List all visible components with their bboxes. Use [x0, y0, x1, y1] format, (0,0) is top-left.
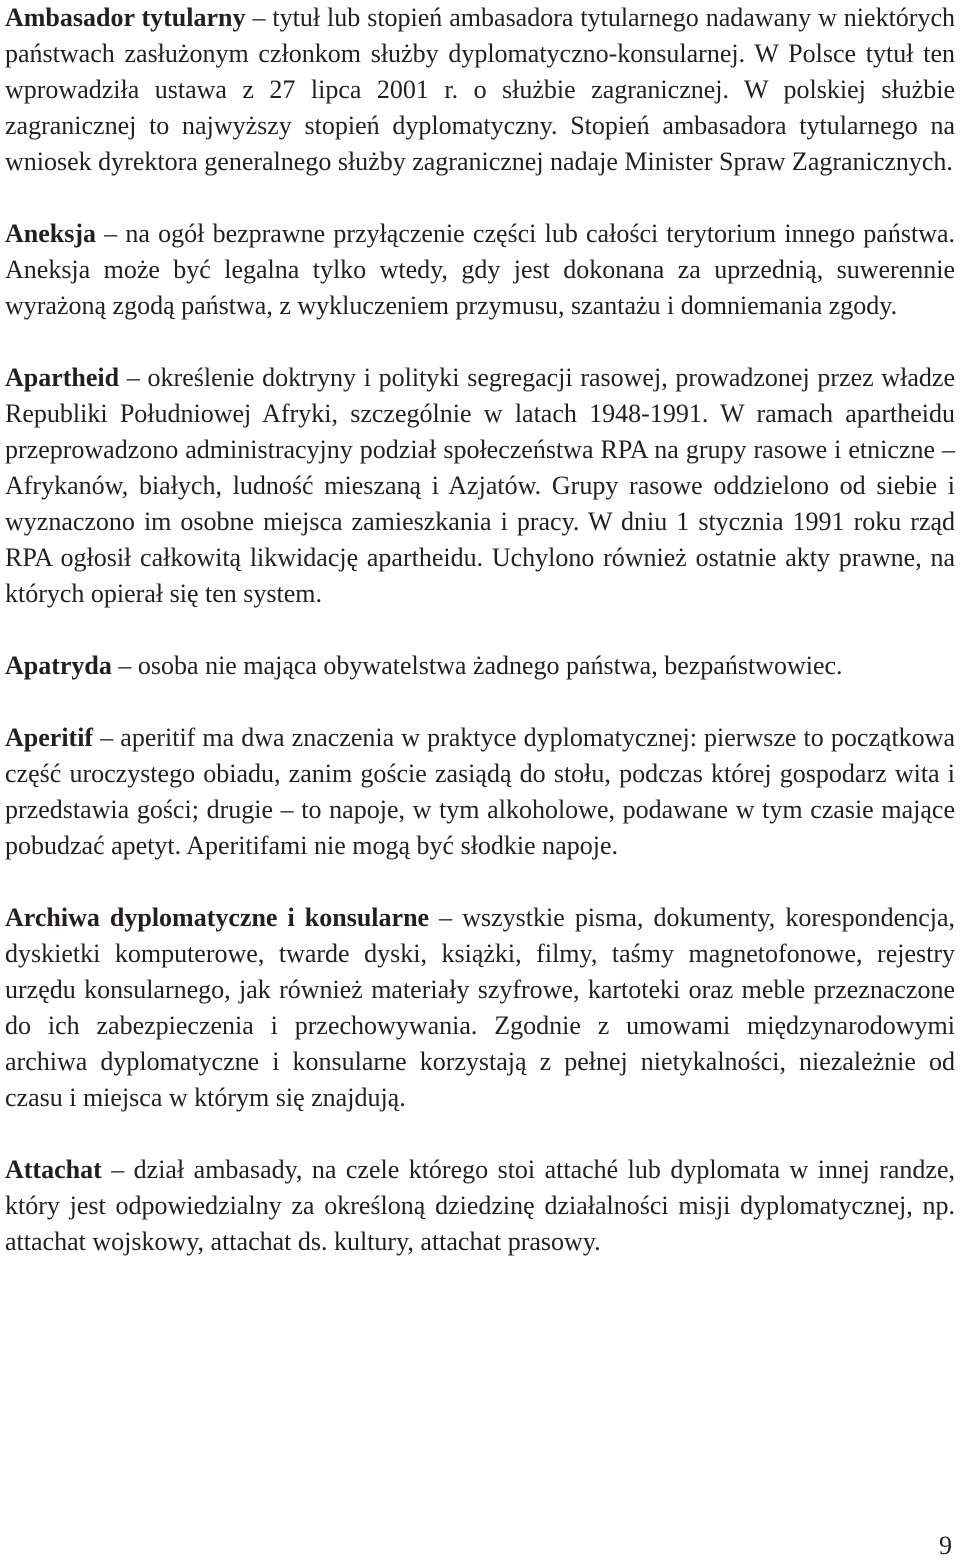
glossary-entry-apatryda — [5, 648, 955, 684]
entry-term: Aneksja — [5, 219, 97, 248]
entry-definition: – wszystkie pisma, dokumenty, korespondencja, dyskietki komputerowe, twarde dyski, książki, filmy, taśmy magnetofonowe, rejestry urzędu konsularnego, jak również materiały szyfrowe, kartoteki oraz meble przeznaczone do ich zabezpieczenia i przechowywania. Zgodnie z umowami międzynarodowymi archiwa dyplomatyczne i konsularne korzystają z pełnej nietykalności, niezależnie od czasu i miejsca w którym się znajdują. — [5, 903, 956, 1112]
entry-term: Ambasador tytularny — [5, 3, 246, 32]
entry-definition: – tytuł lub stopień ambasadora tytularnego nadawany w niektórych państwach zasłużonym członkom służby dyplomatyczno-konsularnej. W Polsce tytuł ten wprowadziła ustawa z 27 lipca 2001 r. o służbie zagranicznej. W polskiej służbie zagranicznej to najwyższy stopień dyplomatyczny. Stopień ambasadora tytularnego na wniosek dyrektora generalnego służby zagranicznej nadaje Minister Spraw Zagranicznych. — [5, 3, 955, 176]
entry-term: Apartheid — [5, 363, 120, 392]
entry-term: Apatryda — [5, 651, 112, 680]
glossary-entries — [5, 0, 955, 1260]
glossary-entry-apartheid — [5, 360, 955, 612]
page-number: 9 — [939, 1531, 952, 1560]
entry-definition: – osoba nie mająca obywatelstwa żadnego państwa, bezpaństwowiec. — [118, 651, 843, 680]
glossary-entry-archiwa — [5, 900, 955, 1116]
entry-term: Archiwa dyplomatyczne i konsularne — [5, 903, 430, 932]
glossary-entry-aperitif — [5, 720, 955, 864]
entry-definition: – aperitif ma dwa znaczenia w praktyce dyplomatycznej: pierwsze to początkowa część uroczystego obiadu, zanim goście zasiądą do stołu, podczas której gospodarz wita i przedstawia gości; drugie – to napoje, w tym alkoholowe, podawane w tym czasie mające pobudzać apetyt. Aperitifami nie mogą być słodkie napoje. — [5, 723, 956, 860]
glossary-entry-aneksja — [5, 216, 955, 324]
entry-definition: – określenie doktryny i polityki segregacji rasowej, prowadzonej przez władze Republiki Południowej Afryki, szczególnie w latach 1948-1991. W ramach apartheidu przeprowadzono administracyjny podział społeczeństwa RPA na grupy rasowe i etniczne – Afrykanów, białych, ludność mieszaną i Azjatów. Grupy rasowe oddzielono od siebie i wyznaczono im osobne miejsca zamieszkania i pracy. W dniu 1 stycznia 1991 roku rząd RPA ogłosił całkowitą likwidację apartheidu. Uchylono również ostatnie akty prawne, na których opierał się ten system. — [5, 363, 956, 608]
entry-definition: – na ogół bezprawne przyłączenie części lub całości terytorium innego państwa. Aneksja może być legalna tylko wtedy, gdy jest dokonana za uprzednią, suwerennie wyrażoną zgodą państwa, z wykluczeniem przymusu, szantażu i domniemania zgody. — [5, 219, 956, 320]
entry-definition: – dział ambasady, na czele którego stoi attaché lub dyplomata w innej randze, który jest odpowiedzialny za określoną dziedzinę działalności misji dyplomatycznej, np. attachat wojskowy, attachat ds. kultury, attachat prasowy. — [5, 1155, 955, 1256]
entry-term: Aperitif — [5, 723, 94, 752]
glossary-entry-ambasador-tytularny — [5, 0, 955, 180]
entry-term: Attachat — [5, 1155, 102, 1184]
glossary-entry-attachat — [5, 1152, 955, 1260]
